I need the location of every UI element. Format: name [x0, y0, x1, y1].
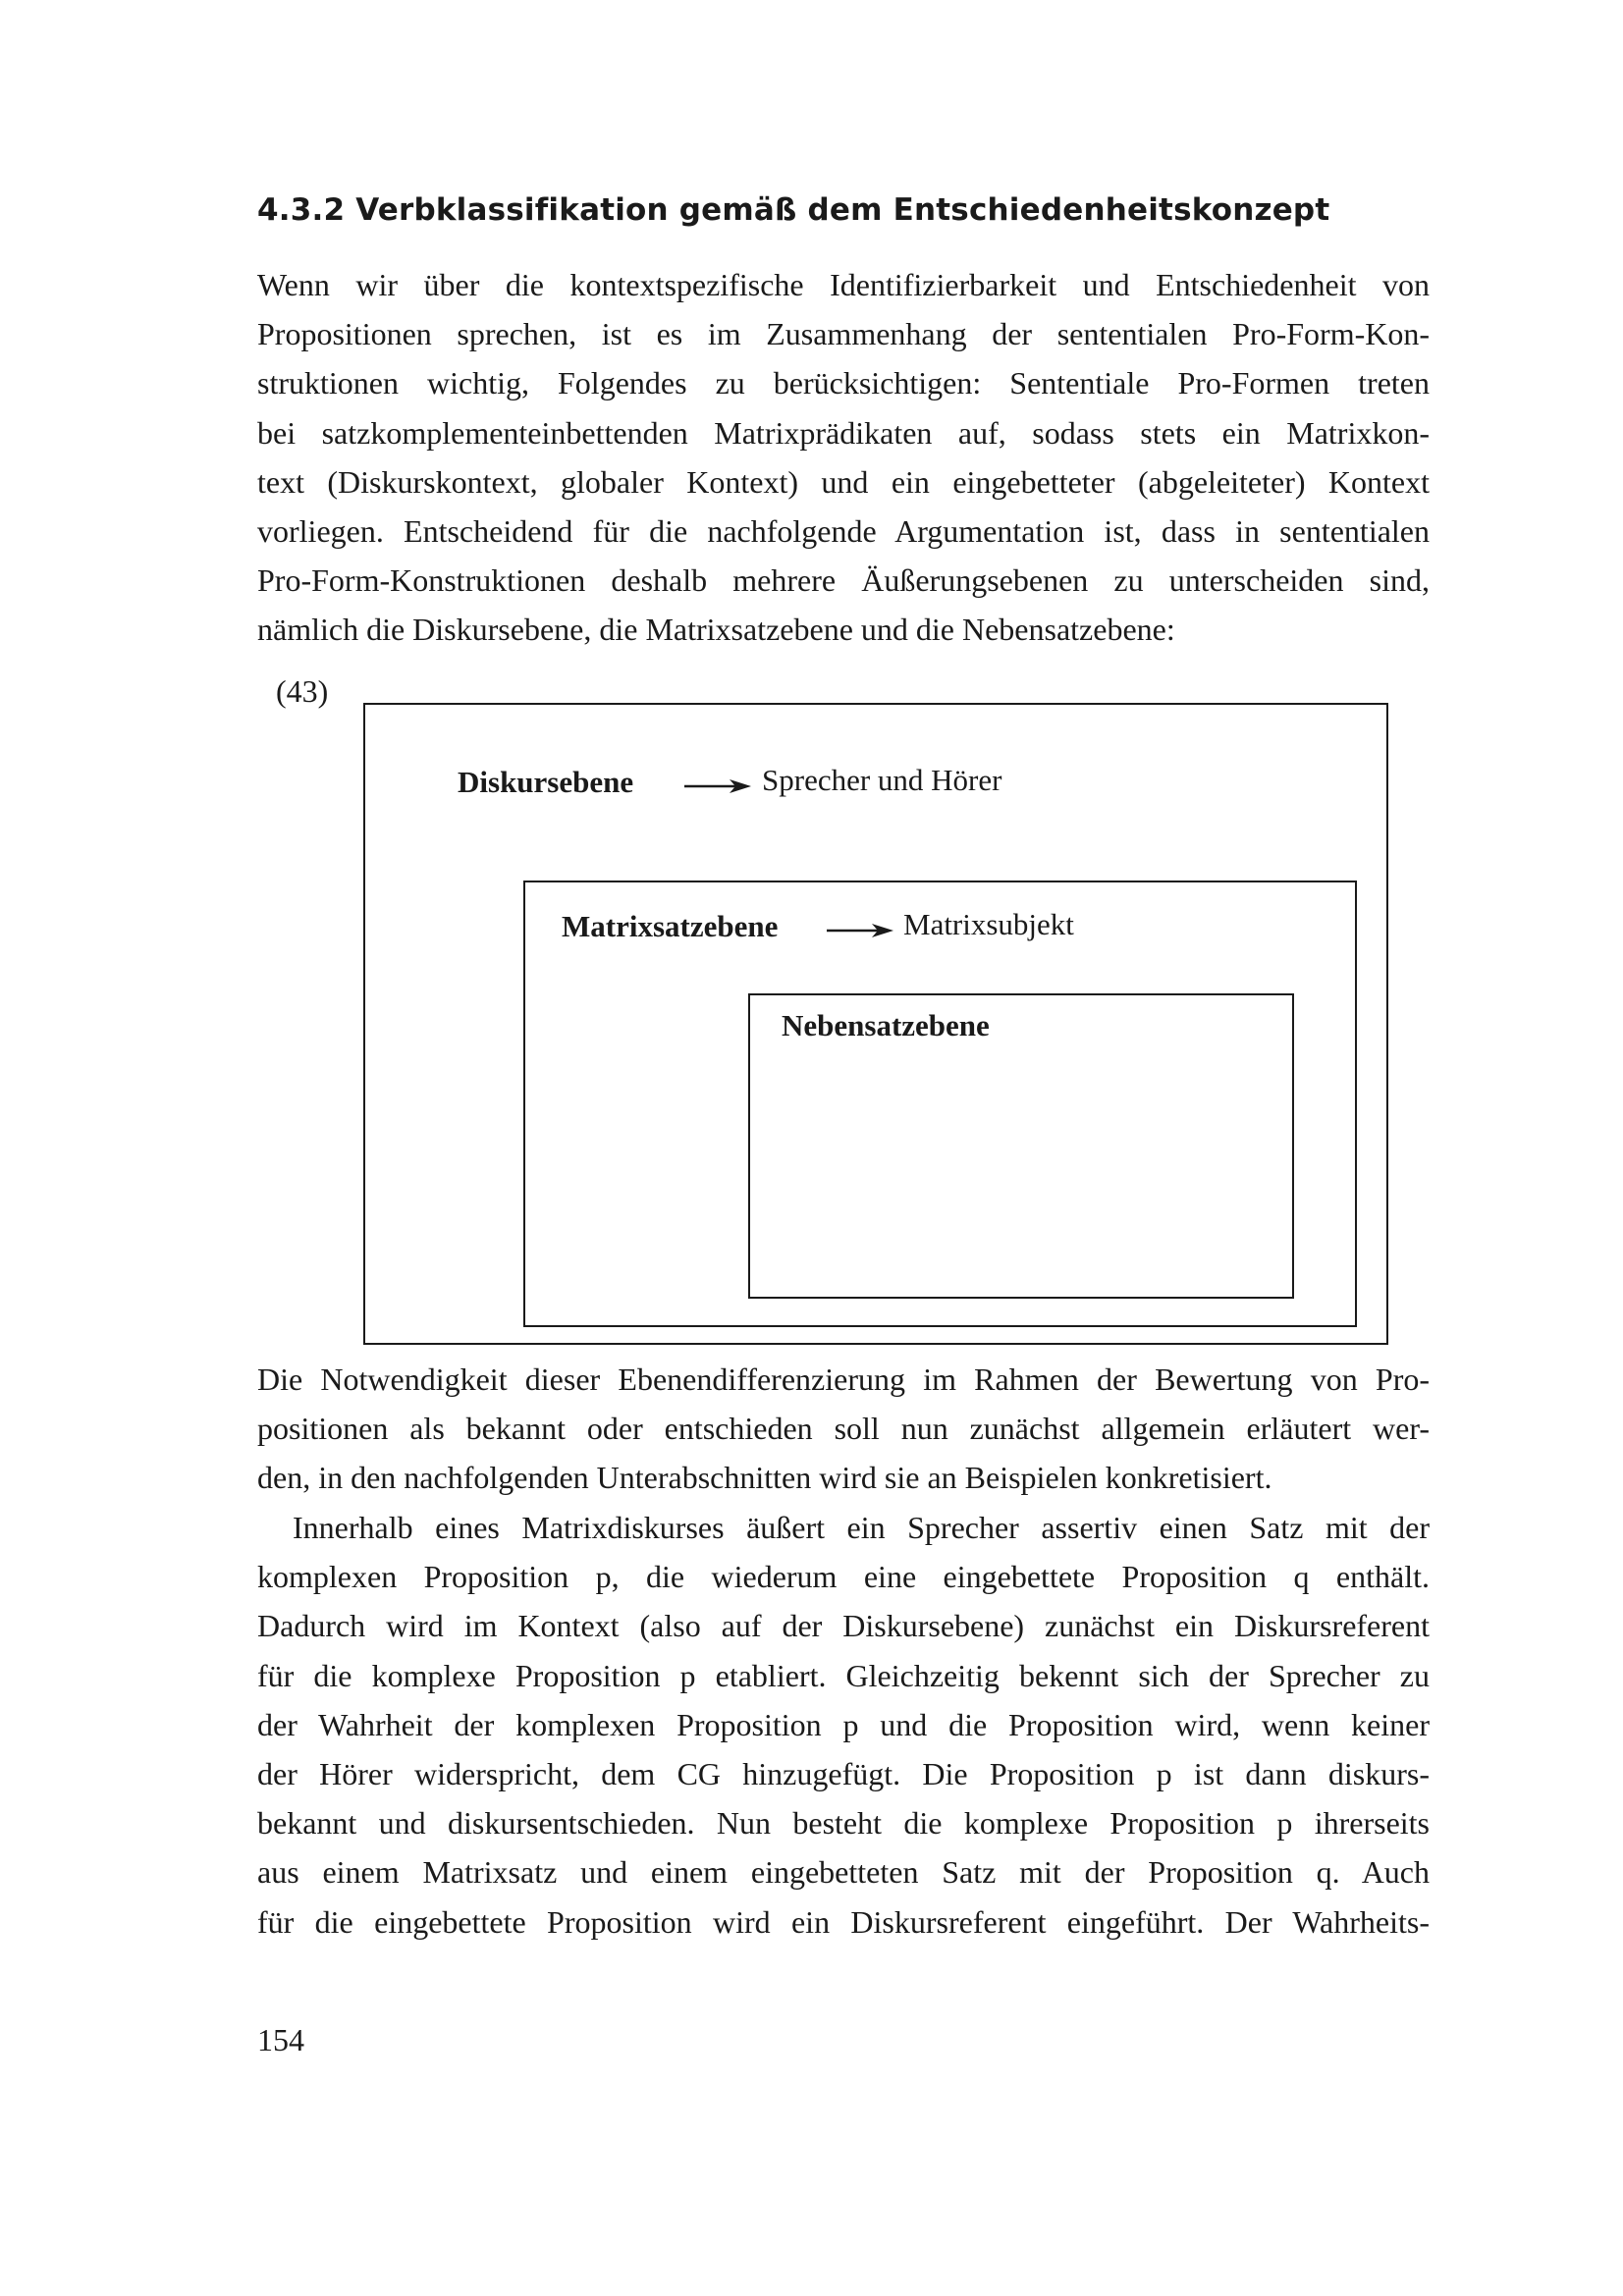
- text-line: text (Diskurskontext, globaler Kontext) und ein eingebetteter (abgeleiteter) Kontext: [257, 463, 1430, 500]
- arrow-right-icon: [684, 776, 755, 796]
- text-line: den, in den nachfolgenden Unterabschnitten wird sie an Beispielen konkretisiert.: [257, 1460, 1272, 1496]
- matrix-level-target: Matrixsubjekt: [903, 907, 1074, 941]
- text-line: Innerhalb eines Matrixdiskurses äußert ein Sprecher assertiv einen Satz mit der: [293, 1510, 1430, 1545]
- text-line: Pro-Form-Konstruktionen deshalb mehrere Äußerungsebenen zu unterscheiden sind,: [257, 562, 1430, 599]
- text-line: der Wahrheit der komplexen Proposition p und die Proposition wird, wenn keiner: [257, 1706, 1430, 1742]
- text-line: für die eingebettete Proposition wird ein Diskursreferent eingeführt. Der Wahrheits-: [257, 1903, 1430, 1940]
- arrow-right-icon: [827, 921, 897, 940]
- text-line: Wenn wir über die kontextspezifische Identifizierbarkeit und Entschiedenheit von: [257, 267, 1430, 302]
- discourse-level-target: Sprecher und Hörer: [762, 763, 1002, 797]
- text-line: struktionen wichtig, Folgendes zu berücksichtigen: Sententiale Pro-Formen treten: [257, 365, 1430, 401]
- text-line: für die komplexe Proposition p etabliert. Gleichzeitig bekennt sich der Sprecher zu: [257, 1657, 1430, 1693]
- text-line: nämlich die Diskursebene, die Matrixsatzebene und die Nebensatzebene:: [257, 612, 1175, 648]
- text-line: Propositionen sprechen, ist es im Zusammenhang der sententialen Pro-Form-Kon-: [257, 316, 1430, 352]
- text-line: vorliegen. Entscheidend für die nachfolgende Argumentation ist, dass in sententialen: [257, 512, 1430, 549]
- paragraph-intro: [257, 260, 1430, 655]
- matrix-level-label: Matrixsatzebene: [562, 909, 779, 943]
- text-line: komplexen Proposition p, die wiederum eine eingebettete Proposition q enthält.: [257, 1559, 1430, 1595]
- text-line: positionen als bekannt oder entschieden soll nun zunächst allgemein erläutert wer-: [257, 1411, 1430, 1447]
- subordinate-level-label: Nebensatzebene: [782, 1008, 990, 1042]
- section-heading: 4.3.2 Verbklassifikation gemäß dem Entschiedenheitskonzept: [257, 192, 1330, 228]
- paragraph-levels: [257, 1355, 1430, 1503]
- text-line: Die Notwendigkeit dieser Ebenendifferenzierung im Rahmen der Bewertung von Pro-: [257, 1362, 1430, 1397]
- text-line: aus einem Matrixsatz und einem eingebetteten Satz mit der Proposition q. Auch: [257, 1854, 1430, 1891]
- example-number: (43): [276, 673, 329, 709]
- text-line: bekannt und diskursentschieden. Nun besteht die komplexe Proposition p ihrerseits: [257, 1805, 1430, 1842]
- text-line: der Hörer widerspricht, dem CG hinzugefügt. Die Proposition p ist dann diskurs-: [257, 1755, 1430, 1791]
- page-number: 154: [257, 2022, 304, 2057]
- text-line: bei satzkomplementeinbettenden Matrixprädikaten auf, sodass stets ein Matrixkon-: [257, 414, 1430, 451]
- discourse-level-label: Diskursebene: [458, 765, 634, 799]
- paragraph-matrix-discourse: [257, 1503, 1430, 1947]
- text-line: Dadurch wird im Kontext (also auf der Diskursebene) zunächst ein Diskursreferent: [257, 1608, 1430, 1644]
